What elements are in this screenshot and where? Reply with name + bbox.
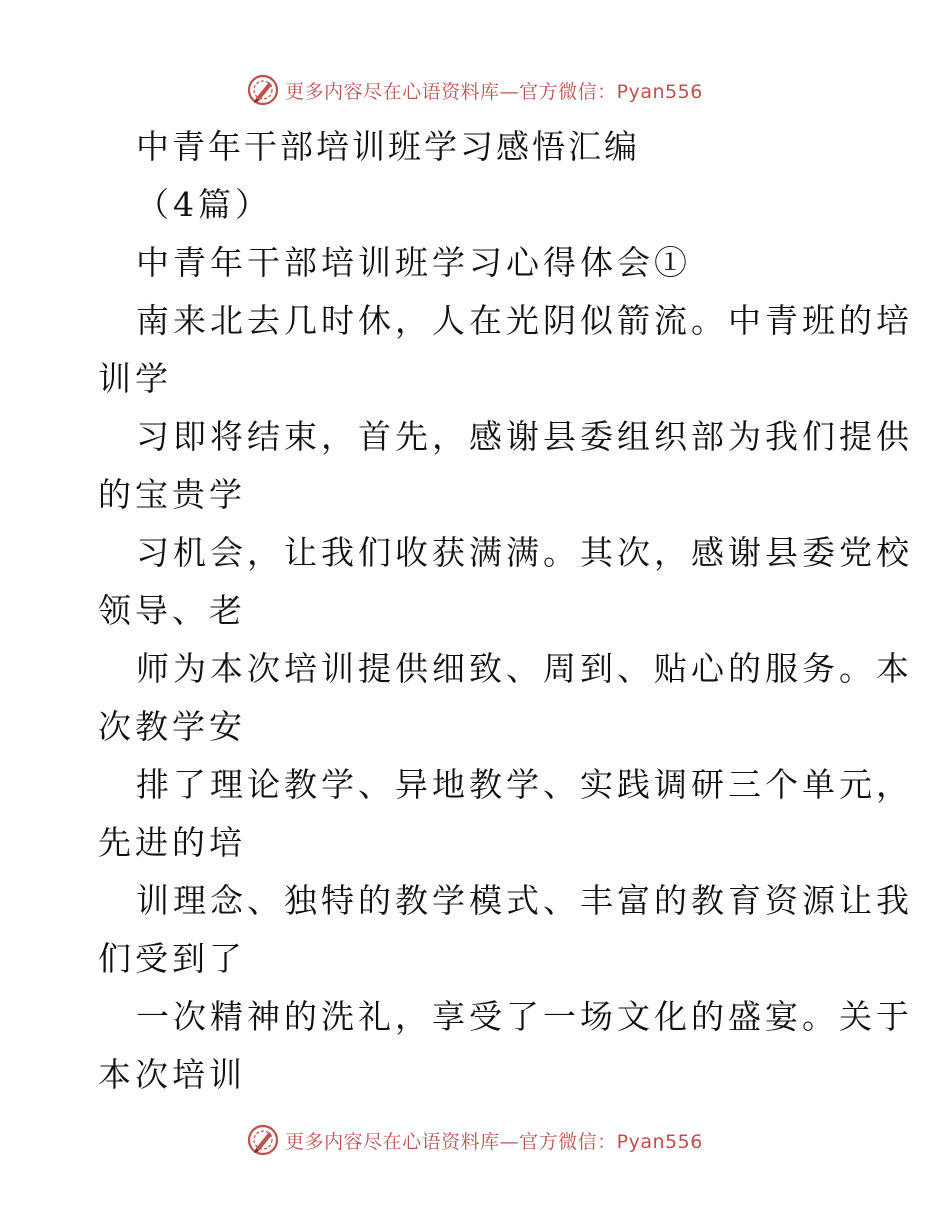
watermark-text: 更多内容尽在心语资料库—官方微信： xyxy=(285,1130,617,1153)
paragraph-line: 师为本次培训提供细致、周到、贴心的服务。本 xyxy=(136,649,913,688)
document-body xyxy=(98,118,913,1104)
section-heading: 中青年干部培训班学习心得体会① xyxy=(136,243,691,282)
header-watermark xyxy=(0,70,950,110)
paragraph-line: 领导、老 xyxy=(98,591,246,630)
paragraph-line: 本次培训 xyxy=(98,1055,246,1094)
paragraph-line: 排了理论教学、异地教学、实践调研三个单元， xyxy=(136,765,913,804)
paragraph-line: 训理念、独特的教学模式、丰富的教育资源让我 xyxy=(136,881,913,920)
pen-logo-icon xyxy=(247,1124,279,1156)
watermark-wechat-id: Pyan556 xyxy=(616,80,703,103)
paragraph-line: 们受到了 xyxy=(98,939,246,978)
paragraph-line: 训学 xyxy=(98,359,172,398)
paragraph-line: 习机会，让我们收获满满。其次，感谢县委党校 xyxy=(136,533,913,572)
document-title: 中青年干部培训班学习感悟汇编 xyxy=(136,127,640,166)
document-subtitle: （4篇） xyxy=(136,185,272,224)
watermark-text: 更多内容尽在心语资料库—官方微信： xyxy=(285,80,617,103)
paragraph-line: 南来北去几时休，人在光阴似箭流。中青班的培 xyxy=(136,301,913,340)
paragraph-line: 一次精神的洗礼，享受了一场文化的盛宴。关于 xyxy=(136,997,913,1036)
paragraph-line: 次教学安 xyxy=(98,707,246,746)
watermark-wechat-id: Pyan556 xyxy=(616,1130,703,1153)
paragraph-line: 习即将结束，首先，感谢县委组织部为我们提供 xyxy=(136,417,913,456)
paragraph-line: 先进的培 xyxy=(98,823,246,862)
pen-logo-icon xyxy=(247,74,279,106)
paragraph-line: 的宝贵学 xyxy=(98,475,246,514)
footer-watermark xyxy=(0,1120,950,1160)
